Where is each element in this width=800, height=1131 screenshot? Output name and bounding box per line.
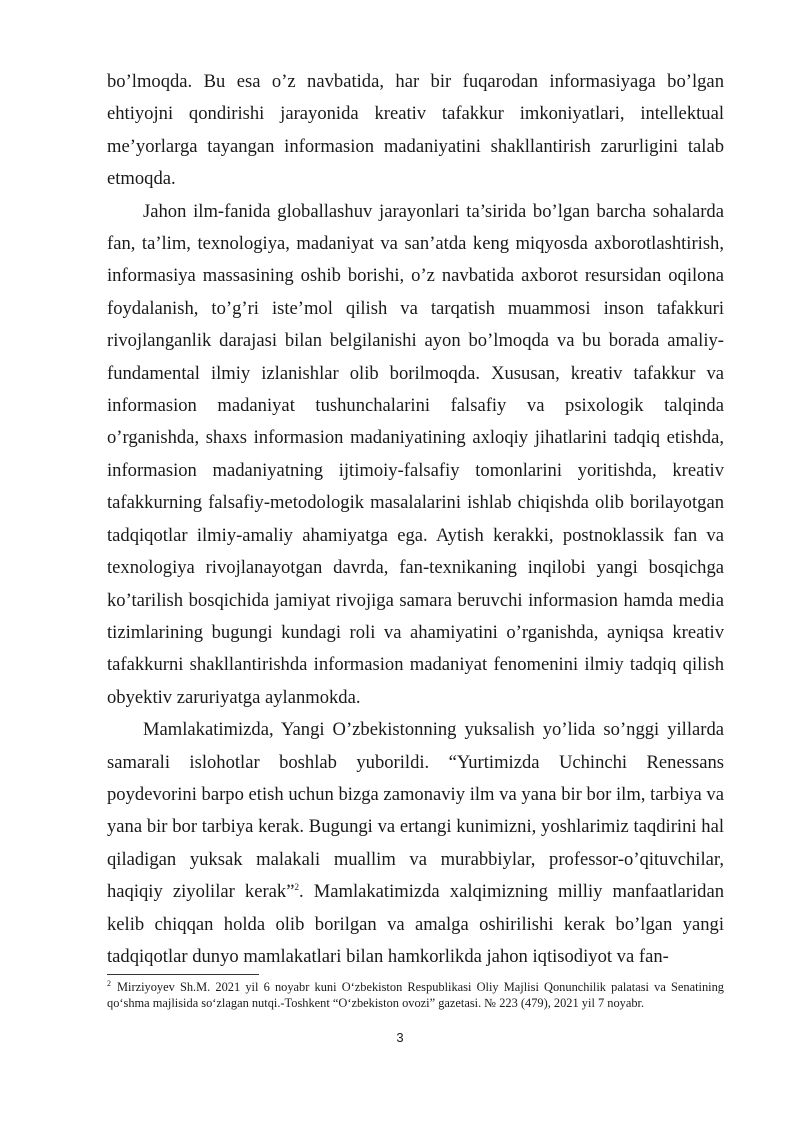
body-text [107,66,724,973]
paragraph-text-after-reference: . Mamlakatimizda xalqimizning milliy manfaatlaridan kelib chiqqan holda olib borilgan va amalga oshirilishi kerak bo’lgan yangi tadqiqotlar dunyo mamlakatlari bilan hamkorlikda jahon iqtisodiyot va fan- [107,881,725,967]
paragraph-globalization: Jahon ilm-fanida globallashuv jarayonlari ta’sirida bo’lgan barcha sohalarda fan, ta’lim, texnologiya, madaniyat va san’atda keng miqyosda axborotlashtirish, informasiya massasining oshib borishi, o’z navbatida axborot resursidan oqilona foydalanish, to’g’ri iste’mol qilish va tarqatish muammosi inson tafakkuri rivojlanganlik darajasi bilan belgilanishi ayon bo’lmoqda va bu borada amaliy-fundamental ilmiy izlanishlar olib borilmoqda. Xususan, kreativ tafakkur va informasion madaniyat tushunchalarini falsafiy va psixologik talqinda o’rganishda, shaxs informasion madaniyatining axloqiy jihatlarini tadqiq etishda, informasion madaniyatning ijtimoiy-falsafiy tomonlarini yoritishda, kreativ tafakkurning falsafiy-metodologik masalalarini ishlab chiqishda olib borilayotgan tadqiqotlar ilmiy-amaliy ahamiyatga ega. Aytish kerakki, postnoklassik fan va texnologiya rivojlanayotgan davrda, fan-texnikaning inqilobi yangi bosqichga ko’tarilish bosqichida jamiyat rivojiga samara beruvchi informasion hamda media tizimlarining bugungi kundagi roli va ahamiyatini o’rganishda, ayniqsa kreativ tafakkurni shakllantirishda informasion madaniyat fenomenini ilmiy tadqiq qilish obyektiv zaruriyatga aylanmokda. [107,200,724,708]
footnote-separator [107,974,259,975]
footnote [107,980,724,1011]
footnote-text: Mirziyoyev Sh.M. 2021 yil 6 noyabr kuni O‘zbekiston Respublikasi Oliy Majlisi Qonunchilik palatasi va Senatining qo‘shma majlisida so‘zlagan nutqi.-Toshkent “O‘zbekiston ovozi” gazetasi. № 223 (479), 2021 yil 7 noyabr. [107,980,724,1010]
footnote-reference[interactable]: 2 [294,881,299,892]
paragraph-text-before-reference: Mamlakatimizda, Yangi O’zbekistonning yuksalish yo’lida so’nggi yillarda samarali islohotlar boshlab yuborildi. “Yurtimizda Uchinchi Renessans poydevorini barpo etish uchun bizga zamonaviy ilm va yana bir bor ilm, tarbiya va yana bir bor tarbiya kerak. Bugungi va ertangi kunimizni, yoshlarimiz taqdirini hal qiladigan yuksak malakali muallim va murabbiylar, professor-o’qituvchilar, haqiqiy ziyolilar kerak” [107,719,724,903]
page-number: 3 [396,1030,404,1045]
footnote-number: 2 [107,978,111,988]
paragraph-continuation: bo’lmoqda. Bu esa o’z navbatida, har bir fuqarodan informasiyaga bo’lgan ehtiyojni qondirishi jarayonida kreativ tafakkur imkoniyatlari, intellektual me’yorlarga tayangan informasion madaniyatini shakllantirish zarurligini talab etmoqda. [107,71,724,190]
paragraph-new-uzbekistan [107,714,724,973]
